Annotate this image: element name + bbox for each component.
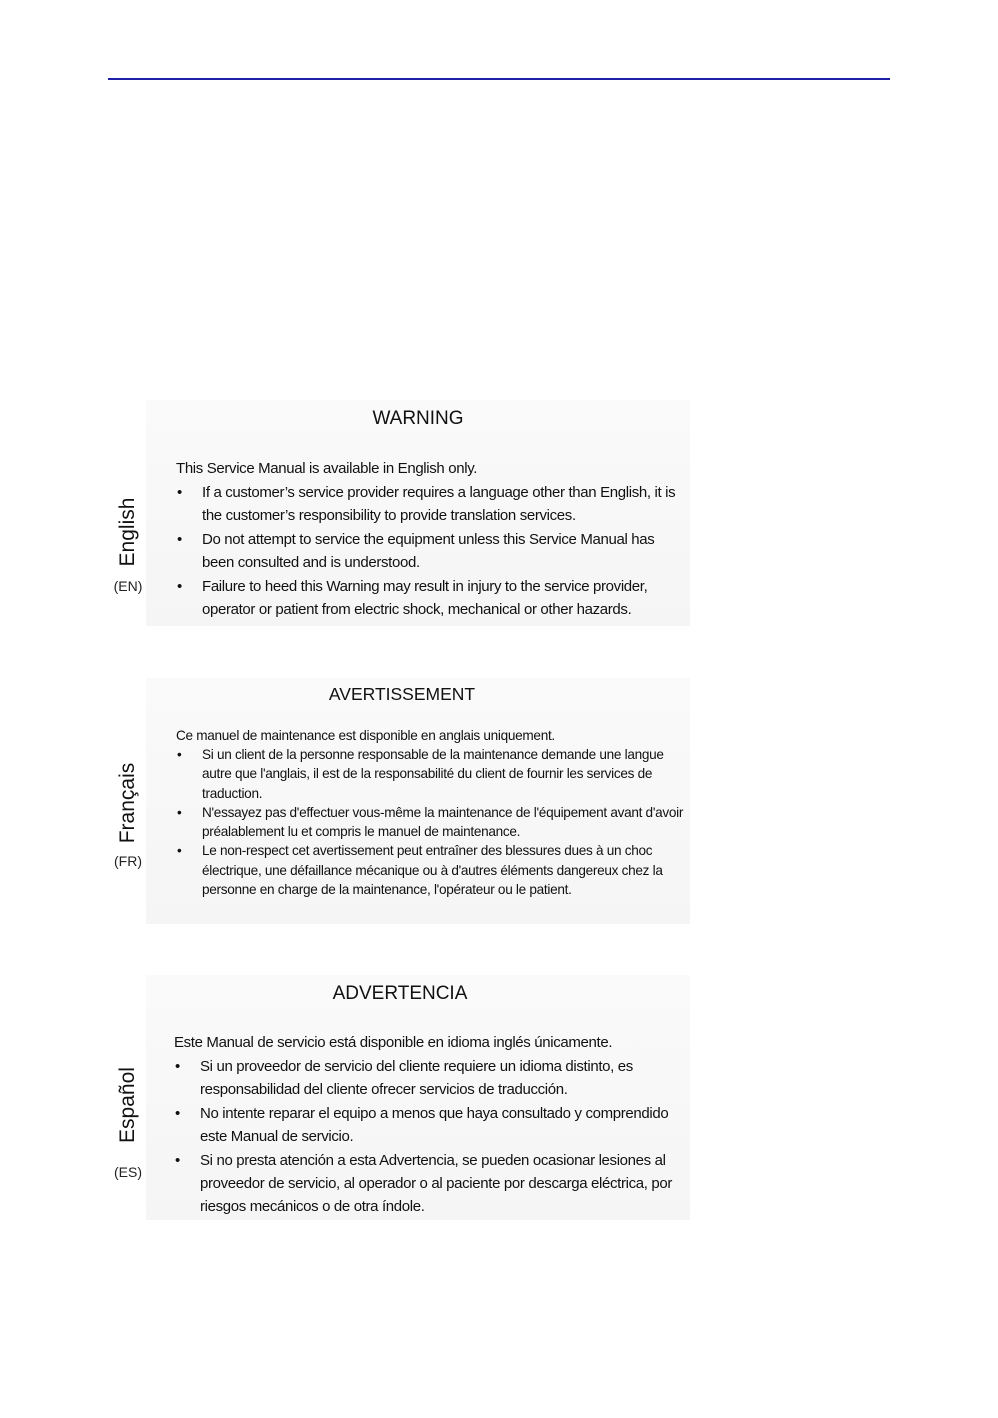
warning-bullet: • Si no presta atención a esta Advertencia, se pueden ocasionar lesiones al proveedor de servicio, al operador o al paciente por descarga eléctrica, por riesgos mecánicos o de otra índole. <box>174 1149 686 1218</box>
language-code: (EN) <box>113 578 143 594</box>
language-code: (FR) <box>114 853 142 869</box>
warning-title: ADVERTENCIA <box>332 983 468 1004</box>
warning-bullet: • Failure to heed this Warning may result in injury to the service provider, operator or patient from electric shock, mechanical or other hazards. <box>176 575 686 621</box>
warning-panel <box>146 975 690 1220</box>
language-label-column <box>108 975 148 1220</box>
warning-bullet: • Si un proveedor de servicio del cliente requiere un idioma distinto, es responsabilidad del cliente ofrecer servicios de traducción. <box>174 1055 686 1101</box>
warning-bullet-list <box>174 1055 686 1219</box>
warning-title: WARNING <box>372 408 464 429</box>
warning-title: AVERTISSEMENT <box>328 684 476 704</box>
language-label-column <box>108 678 148 924</box>
warning-bullet: • N'essayez pas d'effectuer vous-même la maintenance de l'équipement avant d'avoir préalablement lu et compris le manuel de maintenance. <box>176 803 686 842</box>
language-name: English <box>116 497 139 567</box>
warning-panel <box>146 678 690 924</box>
warning-intro: Ce manuel de maintenance est disponible en anglais uniquement. <box>176 728 555 743</box>
warning-section-spanish <box>108 975 690 1220</box>
warning-bullet-list <box>176 481 686 622</box>
warning-bullet: • Do not attempt to service the equipment unless this Service Manual has been consulted and is understood. <box>176 528 686 574</box>
warning-section-english <box>108 400 690 626</box>
warning-bullet: • Si un client de la personne responsable de la maintenance demande une langue autre que l'anglais, il est de la responsabilité du client de fournir les services de traduction. <box>176 745 686 803</box>
language-code: (ES) <box>114 1164 142 1180</box>
warning-bullet-list <box>176 745 686 899</box>
warning-bullet: • If a customer’s service provider requires a language other than English, it is the customer’s responsibility to provide translation services. <box>176 481 686 527</box>
language-name: Español <box>116 1067 139 1143</box>
warning-panel <box>146 400 690 626</box>
warning-bullet: • Le non-respect cet avertissement peut entraîner des blessures dues à un choc électrique, une défaillance mécanique ou à d'autres éléments dangereux chez la personne en charge de la maintenance, l'opérateur ou le patient. <box>176 841 686 899</box>
language-name: Français <box>116 762 139 844</box>
warning-intro: This Service Manual is available in English only. <box>176 460 478 477</box>
warning-bullet: • No intente reparar el equipo a menos que haya consultado y comprendido este Manual de servicio. <box>174 1102 686 1148</box>
header-rule <box>108 78 890 80</box>
warning-section-french <box>108 678 690 924</box>
warning-intro: Este Manual de servicio está disponible en idioma inglés únicamente. <box>174 1034 613 1051</box>
language-label-column <box>108 400 148 626</box>
